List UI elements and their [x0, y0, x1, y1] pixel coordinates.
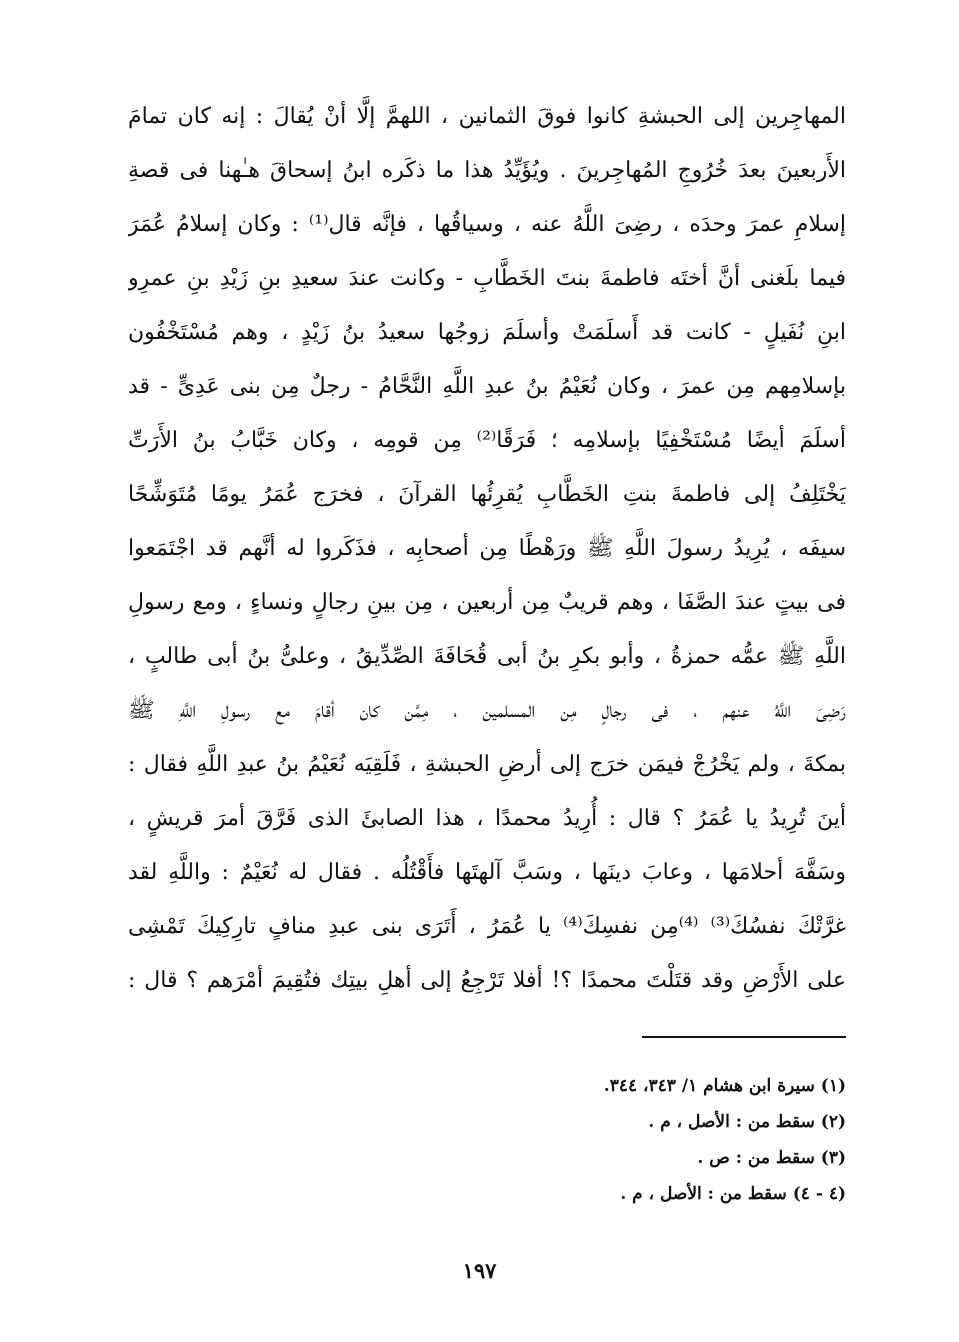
text-line: بإسلامِهم مِن عمرَ ، وكان نُعَيْمُ بنُ عبدِ اللَّهِ النَّحَّامُ - رجلٌ مِن بنى عَدِىٍّ - قد — [128, 374, 846, 399]
footnote: (٢) سقط من : الأصل ، م . — [648, 1112, 846, 1132]
text-line: فى بيتٍ عندَ الصَّفَا ، وهم قريبٌ مِن أربعين ، مِن بينِ رجالٍ ونساءٍ ، ومع رسولِ — [128, 590, 846, 615]
text-line: فيما بلَغنى أنَّ أختَه فاطمةَ بنتَ الخَطَّابِ - وكانت عندَ سعيدِ بنِ زَيْدِ بنِ عمرِو — [128, 266, 846, 291]
text-line: اللَّهِ ﷺ عمُّه حمزةُ ، وأبو بكرِ بنُ أبى قُحَافَةَ الصِّدِّيقُ ، وعلىُّ بنُ أبى طالبٍ ، — [128, 644, 846, 669]
text-line: المهاجِرين إلى الحبشةِ كانوا فوقَ الثمانين ، اللهمَّ إلَّا أنْ يُقالَ : إنه كان تمامَ — [128, 104, 846, 129]
text-line: على الأَرْضِ وقد قتَلْتَ محمدًا ؟! أفلا تَرْجِعُ إلى أهلِ بيتِك فتُقِيمَ أمْرَهم ؟ قال : — [128, 968, 846, 993]
page-number: ١٩٧ — [462, 1258, 497, 1283]
text-line: رَضِىَ اللَّهُ عنهم ، فى رجالٍ مِن المسلمين ، مِمَّن كان أقامَ مع رسولِ اللَّهِ ﷺ — [128, 698, 846, 723]
text-line: غرَّتْكَ نفسُكَ⁽³⁾ ⁽⁴⁾مِن نفسِكَ⁽⁴⁾ يا عُمَرُ ، أَتَرَى بنى عبدِ منافٍ تارِكِيكَ تَمْشِى — [128, 914, 846, 939]
footnote-separator — [642, 1036, 846, 1038]
footnote: (٤ - ٤) سقط من : الأصل ، م . — [620, 1184, 846, 1204]
text-line: إسلامِ عمرَ وحدَه ، رضِىَ اللَّهُ عنه ، وسياقُها ، فإنَّه قال⁽¹⁾ : وكان إسلامُ عُمَرَ — [128, 212, 846, 237]
text-line: سيفَه ، يُرِيدُ رسولَ اللَّهِ ﷺ ورَهْطًا مِن أصحابِه ، فذَكَروا له أنَّهم قد اجْتَمَعوا — [128, 536, 846, 561]
text-line: بمكةَ ، ولم يَخْرُجْ فيمَن خرَج إلى أرضِ الحبشةِ ، فَلَقِيَه نُعَيْمُ بنُ عبدِ اللَّهِ فقال : — [128, 752, 846, 777]
footnotes-block — [446, 1068, 846, 1212]
main-text-block — [128, 90, 846, 1008]
text-line: وسَفَّهَ أحلامَها ، وعابَ دينَها ، وسَبَّ آلهتَها فأَقْتُلُه . فقال له نُعَيْمٌ : واللَّهِ لقد — [128, 860, 846, 885]
text-line: الأَربعينَ بعدَ خُرُوجِ المُهاجِرينَ . ويُؤَيِّدُ هذا ما ذكَره ابنُ إسحاقَ هـٰهنا فى قصةِ — [128, 158, 846, 183]
text-line: أينَ تُرِيدُ يا عُمَرُ ؟ قال : أُرِيدُ محمدًا ، هذا الصابئَ الذى فَرَّقَ أمرَ قريشٍ ، — [128, 806, 846, 831]
text-line: أسلَمَ أيضًا مُسْتَخْفِيًا بإسلامِه ؛ فَرَقًا⁽²⁾ مِن قومِه ، وكان خَبَّابُ بنُ الأَرَتِّ — [128, 428, 846, 453]
text-line: يَخْتَلِفُ إلى فاطمةَ بنتِ الخَطَّابِ يُقرِئُها القرآنَ ، فخرَج عُمَرُ يومًا مُتَوَشِّحًا — [128, 482, 846, 507]
footnote: (٣) سقط من : ص . — [697, 1148, 846, 1168]
footnote: (١) سيرة ابن هشام ١/ ٣٤٣، ٣٤٤. — [603, 1076, 846, 1096]
text-line: ابنِ نُفَيلٍ - كانت قد أَسلَمَتْ وأسلَمَ زوجُها سعيدُ بنُ زَيْدٍ ، وهم مُسْتَخْفُون — [128, 320, 846, 345]
